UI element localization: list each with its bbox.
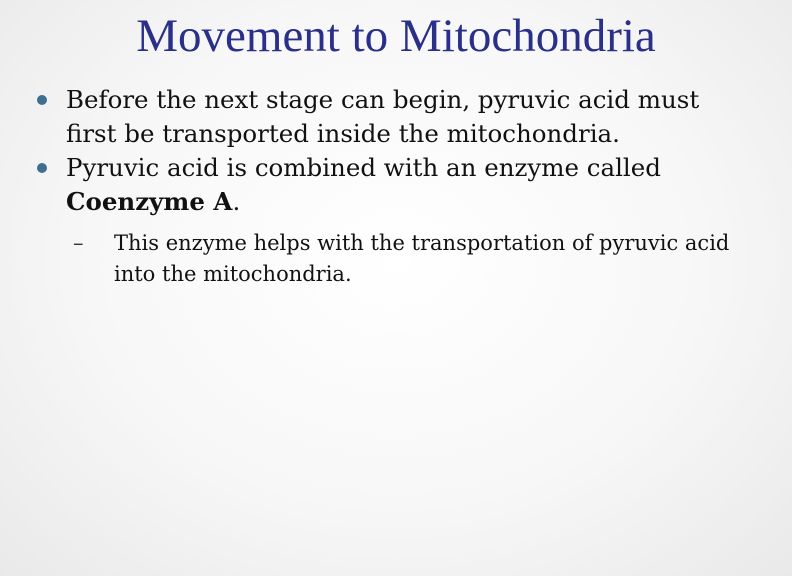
- bullet-text: Pyruvic acid is combined with an enzyme called: [66, 153, 661, 182]
- bullet-item: [0, 83, 792, 151]
- slide-title: Movement to Mitochondria: [136, 10, 656, 62]
- sub-bullet-dash: –: [73, 231, 84, 255]
- bullet-text: Before the next stage can begin, pyruvic acid must first be transported inside the mitochondria.: [66, 85, 700, 148]
- slide-content: [0, 83, 792, 290]
- bullet-suffix: .: [232, 187, 241, 216]
- bullet-dot-icon: [37, 163, 47, 173]
- sub-bullet-item: [0, 228, 792, 290]
- bullet-dot-icon: [37, 95, 47, 105]
- bullet-bold-term: Coenzyme A: [66, 187, 233, 216]
- sub-bullet-text: This enzyme helps with the transportation of pyruvic acid into the mitochondria.: [114, 231, 730, 286]
- bullet-item: [0, 151, 792, 219]
